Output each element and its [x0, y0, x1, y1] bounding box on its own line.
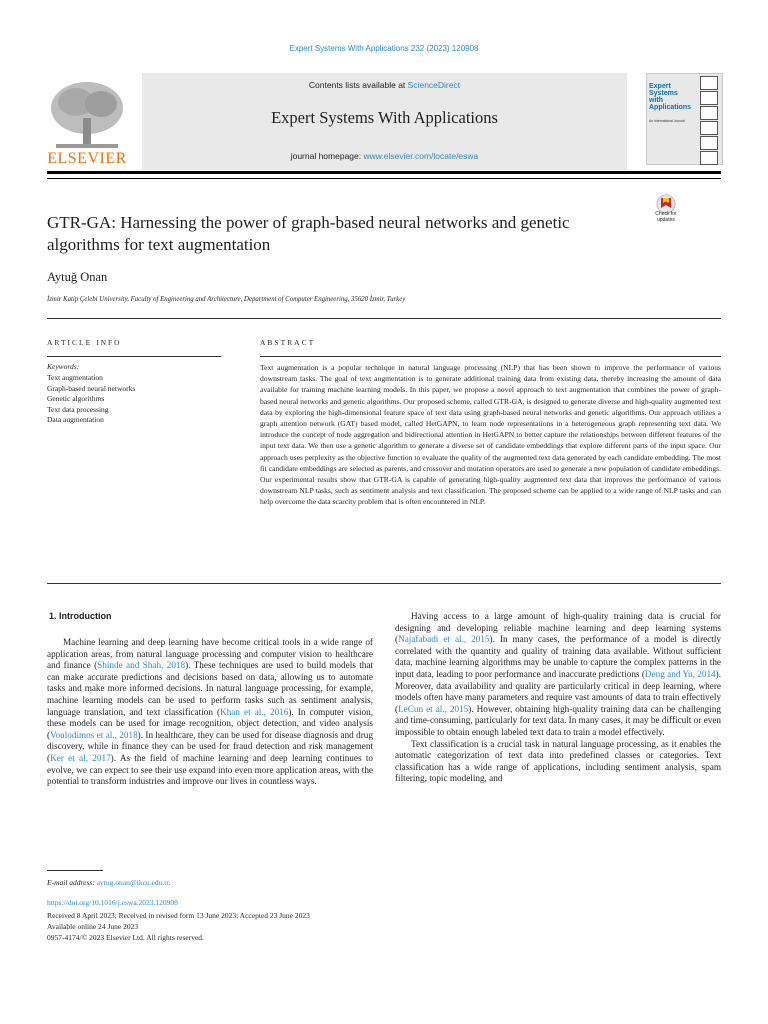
citation-link[interactable]: LeCun et al., 2015 — [398, 703, 469, 714]
keyword-item: Genetic algorithms — [47, 394, 105, 403]
citation-link[interactable]: Deng and Yu, 2014 — [644, 668, 716, 679]
text-run: ). In many cases, the performance of a model is directly correlated with the quantity and quality of training data available. Without sufficient data, machine learning algorithms may be unable to capture the complex patterns in the input data, leading to poor performance and inaccurate predictions ( — [395, 634, 721, 679]
cover-tile — [700, 121, 718, 135]
citation-link[interactable]: Khan et al., 2016 — [220, 706, 289, 717]
cover-tile — [700, 136, 718, 150]
text-run: ). In computer vision, these models can be used for image recognition, object detection, and video analysis ( — [47, 706, 373, 740]
header-rule-thin — [47, 178, 721, 179]
citation-link[interactable]: Shinde and Shah, 2018 — [97, 660, 186, 671]
article-info-heading: ARTICLE INFO — [47, 338, 122, 347]
homepage-link[interactable]: www.elsevier.com/locate/eswa — [363, 151, 479, 161]
paragraph — [395, 611, 721, 739]
cover-tile — [700, 76, 718, 90]
keyword-item: Data augmentation — [47, 415, 104, 424]
citation-link[interactable]: Voulodimos et al., 2018 — [50, 729, 138, 740]
check-for-updates-label[interactable]: Check for updates — [655, 211, 677, 223]
abstract-rule — [260, 356, 721, 357]
homepage-prefix: journal homepage: — [290, 151, 364, 161]
body-column-right — [395, 611, 721, 785]
sciencedirect-link[interactable]: ScienceDirect — [407, 80, 461, 90]
available-online: Available online 24 June 2023 — [47, 922, 139, 931]
cover-tile — [700, 91, 718, 105]
keyword-item: Graph-based neural networks — [47, 383, 136, 393]
cover-subtitle: An International Journal — [649, 119, 685, 123]
text-run: ). These techniques are used to build models that can make accurate predictions and decisions based on data, allowing us to automate tasks and make more informed decisions. In natural language processing, for example, machine learning models can be used to perform tasks such as sentiment analysis, language translation, and text classification ( — [47, 660, 373, 717]
author-affiliation: İzmir Katip Çelebi University, Faculty of Engineering and Architecture, Department of Computer Engineering, 35620 İzmir, Turkey — [47, 296, 406, 303]
journal-reference[interactable]: Expert Systems With Applications 232 (2023) 120908 — [289, 44, 479, 53]
text-run: Machine learning and deep learning have become critical tools in a wide range of application areas, from natural language processing and computer vision to healthcare and finance ( — [47, 637, 373, 671]
received-dates: Received 8 April 2023; Received in revised form 13 June 2023; Accepted 23 June 2023 — [47, 911, 310, 920]
doi-link[interactable]: https://doi.org/10.1016/j.eswa.2023.120908 — [47, 898, 178, 907]
cover-tile — [700, 106, 718, 120]
keywords-list — [47, 373, 135, 426]
abstract-heading: ABSTRACT — [260, 338, 316, 347]
cover-title: Expert Systems with Applications — [649, 83, 692, 111]
abstract-text: Text augmentation is a popular technique in natural language processing (NLP) that has been shown to improve the performance of various downstream tasks. The goal of text augmentation is to generate additional training data from existing data, thereby increasing the amount of data available for training machine learning models. In this paper, we propose a novel approach to text augmentation that combines the power of graph-based neural networks and genetic algorithms. Our proposed scheme, called GTR-GA, is designed to generate diverse and high-quality augmented text data by exploring the high-dimensional feature space of text data using graph-based neural networks and genetic algorithms. Our approach utilizes a graph attention network (GAT) based model, called HetGAPN, to learn node representations in a heterogeneous graph representing text data. We introduce the concept of node aggregation and bidirectional attention in HetGAPN to better capture the relationships between different features of the input text data. We then use a genetic algorithm to generate a diverse set of candidate embeddings that explore different parts of the input space. Our approach uses perplexity as the objective function to evaluate the quality of the augmented text data generated by each candidate embedding. The most fit candidate embeddings are selected as parents, and crossover and mutation operators are used to generate a new population of candidate embeddings. Our experimental results show that GTR-GA is capable of generating high-quality augmented text data that improves the performance of various downstream NLP tasks, such as sentiment analysis and text classification. The proposed scheme can be applied to a wide range of NLP tasks and can help overcome the data scarcity problem that is often encountered in NLP. — [260, 363, 721, 507]
text-run: ). However, obtaining high-quality training data can be challenging and time-consuming, particularly for text data. In many cases, it may be difficult or even impossible to obtain enough labeled text data to train a model effectively. — [395, 703, 721, 737]
contents-line — [142, 80, 627, 90]
keywords-label: Keywords: — [47, 362, 80, 371]
journal-title: Expert Systems With Applications — [271, 108, 498, 127]
paragraph: Text classification is a crucial task in natural language processing, as it enables the automatic categorization of text data into predefined classes or categories. Text classification has a wide range of applications, including sentiment analysis, spam filtering, topic modeling, and — [395, 738, 721, 784]
author-name: Aytuğ Onan — [47, 270, 108, 284]
keyword-item: Text data processing — [47, 404, 109, 414]
abstract-end-rule — [47, 583, 721, 584]
text-run: ). In healthcare, they can be used for disease diagnosis and drug discovery, while in finance they can be used for fraud detection and risk management ( — [47, 729, 373, 763]
cover-tiles — [700, 76, 718, 166]
email-link[interactable]: aytug.onan@ikcu.edu.tr — [96, 878, 169, 887]
paragraph — [47, 637, 373, 788]
contents-prefix: Contents lists available at — [308, 80, 408, 90]
body-column-left — [47, 637, 373, 788]
elsevier-wordmark: ELSEVIER — [47, 150, 127, 167]
cover-tile — [700, 151, 718, 165]
affiliation-rule — [47, 318, 721, 319]
footnote-rule — [47, 870, 103, 871]
text-run: ). Moreover, data availability and quality are particularly critical in deep learning, where models often have many parameters and require vast amounts of data to train effectively ( — [395, 668, 721, 714]
keyword-item: Text augmentation — [47, 373, 103, 382]
email-label: E-mail address: — [47, 878, 97, 887]
text-run: ). As the field of machine learning and deep learning continues to evolve, we can expect to see their use expand into even more application areas, with the potential to transform industries and improve our lives in countless ways. — [47, 752, 373, 787]
citation-link[interactable]: Najafabadi et al., 2015 — [398, 634, 490, 645]
section-heading-introduction: 1. Introduction — [49, 611, 112, 621]
journal-homepage — [142, 151, 627, 161]
article-info-rule — [47, 356, 221, 357]
text-run: Having access to a large amount of high-quality training data is crucial for designing and developing reliable machine learning and deep learning systems ( — [395, 611, 721, 645]
article-title: GTR-GA: Harnessing the power of graph-based neural networks and genetic algorithms for text augmentation — [47, 213, 570, 254]
email-suffix: . — [168, 878, 171, 887]
email-footnote — [47, 878, 170, 889]
copyright: 0957-4174/© 2023 Elsevier Ltd. All rights reserved. — [47, 933, 204, 942]
header-rule-thick — [47, 171, 721, 174]
citation-link[interactable]: Ker et al, 2017 — [50, 752, 111, 763]
